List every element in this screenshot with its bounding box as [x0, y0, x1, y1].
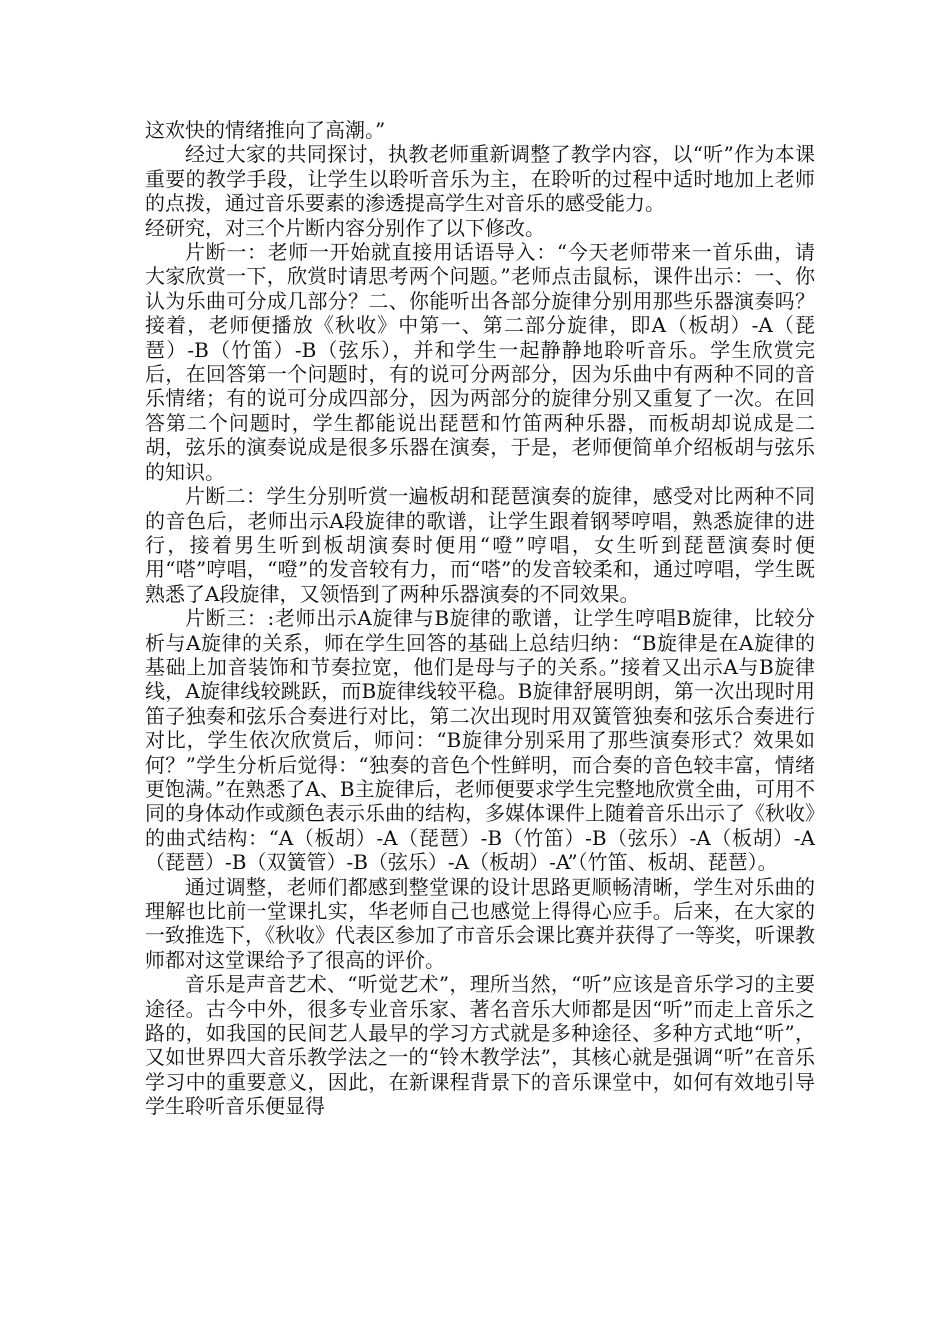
- document-page: [145, 118, 815, 1119]
- paragraph-fragment-three: 片断三：:老师出示A旋律与B旋律的歌谱，让学生哼唱B旋律，比较分析与A旋律的关系，师在学生回答的基础上总结归纳：“B旋律是在A旋律的基础上加音装饰和节奏拉宽，他们是母与子的关系。”接着又出示A与B旋律线，A旋律线较跳跃，而B旋律线较平稳。B旋律舒展明朗，第一次出现时用笛子独奏和弦乐合奏进行对比，第二次出现时用双簧管独奏和弦乐合奏进行对比，学生依次欣赏后，师问：“B旋律分别采用了那些演奏形式？效果如何？”学生分析后觉得：“独奏的音色个性鲜明，而合奏的音色较丰富，情绪更饱满。”在熟悉了A、B主旋律后，老师便要求学生完整地欣赏全曲，可用不同的身体动作或颜色表示乐曲的结构，多媒体课件上随着音乐出示了《秋收》的曲式结构：“A（板胡）-A（琵琶）-B（竹笛）-B（弦乐）-A（板胡）-A（琵琶）-B（双簧管）-B（弦乐）-A（板胡）-A”（竹笛、板胡、琵琶）。: [145, 606, 815, 875]
- paragraph-3: 经研究，对三个片断内容分别作了以下修改。: [145, 215, 545, 240]
- paragraph-listening: 音乐是声音艺术、“听觉艺术”，理所当然，“听”应该是音乐学习的主要途径。古今中外，很多专业音乐家、著名音乐大师都是因“听”而走上音乐之路的，如我国的民间艺人最早的学习方式就是多种途径、多种方式地“听”，又如世界四大音乐教学法之一的“铃木教学法”，其核心就是强调“听”在音乐学习中的重要意义，因此，在新课程背景下的音乐课堂中，如何有效地引导学生聆听音乐便显得: [145, 972, 815, 1119]
- paragraph-fragment-two: 片断二：学生分别听赏一遍板胡和琵琶演奏的旋律，感受对比两种不同的音色后，老师出示A段旋律的歌谱，让学生跟着钢琴哼唱，熟悉旋律的进行，接着男生听到板胡演奏时便用“噔”哼唱，女生听到琵琶演奏时便用“嗒”哼唱，“噔”的发音较有力，而“嗒”的发音较柔和，通过哼唱，学生既熟悉了A段旋律，又领悟到了两种乐器演奏的不同效果。: [145, 484, 815, 606]
- paragraph-1: 这欢快的情绪推向了高潮。”: [145, 118, 386, 142]
- paragraph-2: 经过大家的共同探讨，执教老师重新调整了教学内容，以“听”作为本课重要的教学手段，让学生以聆听音乐为主，在聆听的过程中适时地加上老师的点拨，通过音乐要素的渗透提高学生对音乐的感受能力。: [145, 142, 815, 216]
- paragraph-adjustment-result: 通过调整，老师们都感到整堂课的设计思路更顺畅清晰，学生对乐曲的理解也比前一堂课扎实，华老师自己也感觉上得得心应手。后来，在大家的一致推选下，《秋收》代表区参加了市音乐会课比赛并获得了一等奖，听课教师都对这堂课给予了很高的评价。: [145, 874, 815, 972]
- paragraph-fragment-one: 片断一：老师一开始就直接用话语导入：“今天老师带来一首乐曲，请大家欣赏一下，欣赏时请思考两个问题。”老师点击鼠标，课件出示：一、你认为乐曲可分成几部分？二、你能听出各部分旋律分别用那些乐器演奏吗？接着，老师便播放《秋收》中第一、第二部分旋律，即A（板胡）-A（琵琶）-B（竹笛）-B（弦乐），并和学生一起静静地聆听音乐。学生欣赏完后，在回答第一个问题时，有的说可分两部分，因为乐曲中有两种不同的音乐情绪；有的说可分成四部分，因为两部分的旋律分别又重复了一次。在回答第二个问题时，学生都能说出琵琶和竹笛两种乐器，而板胡却说成是二胡，弦乐的演奏说成是很多乐器在演奏，于是，老师便简单介绍板胡与弦乐的知识。: [145, 240, 815, 484]
